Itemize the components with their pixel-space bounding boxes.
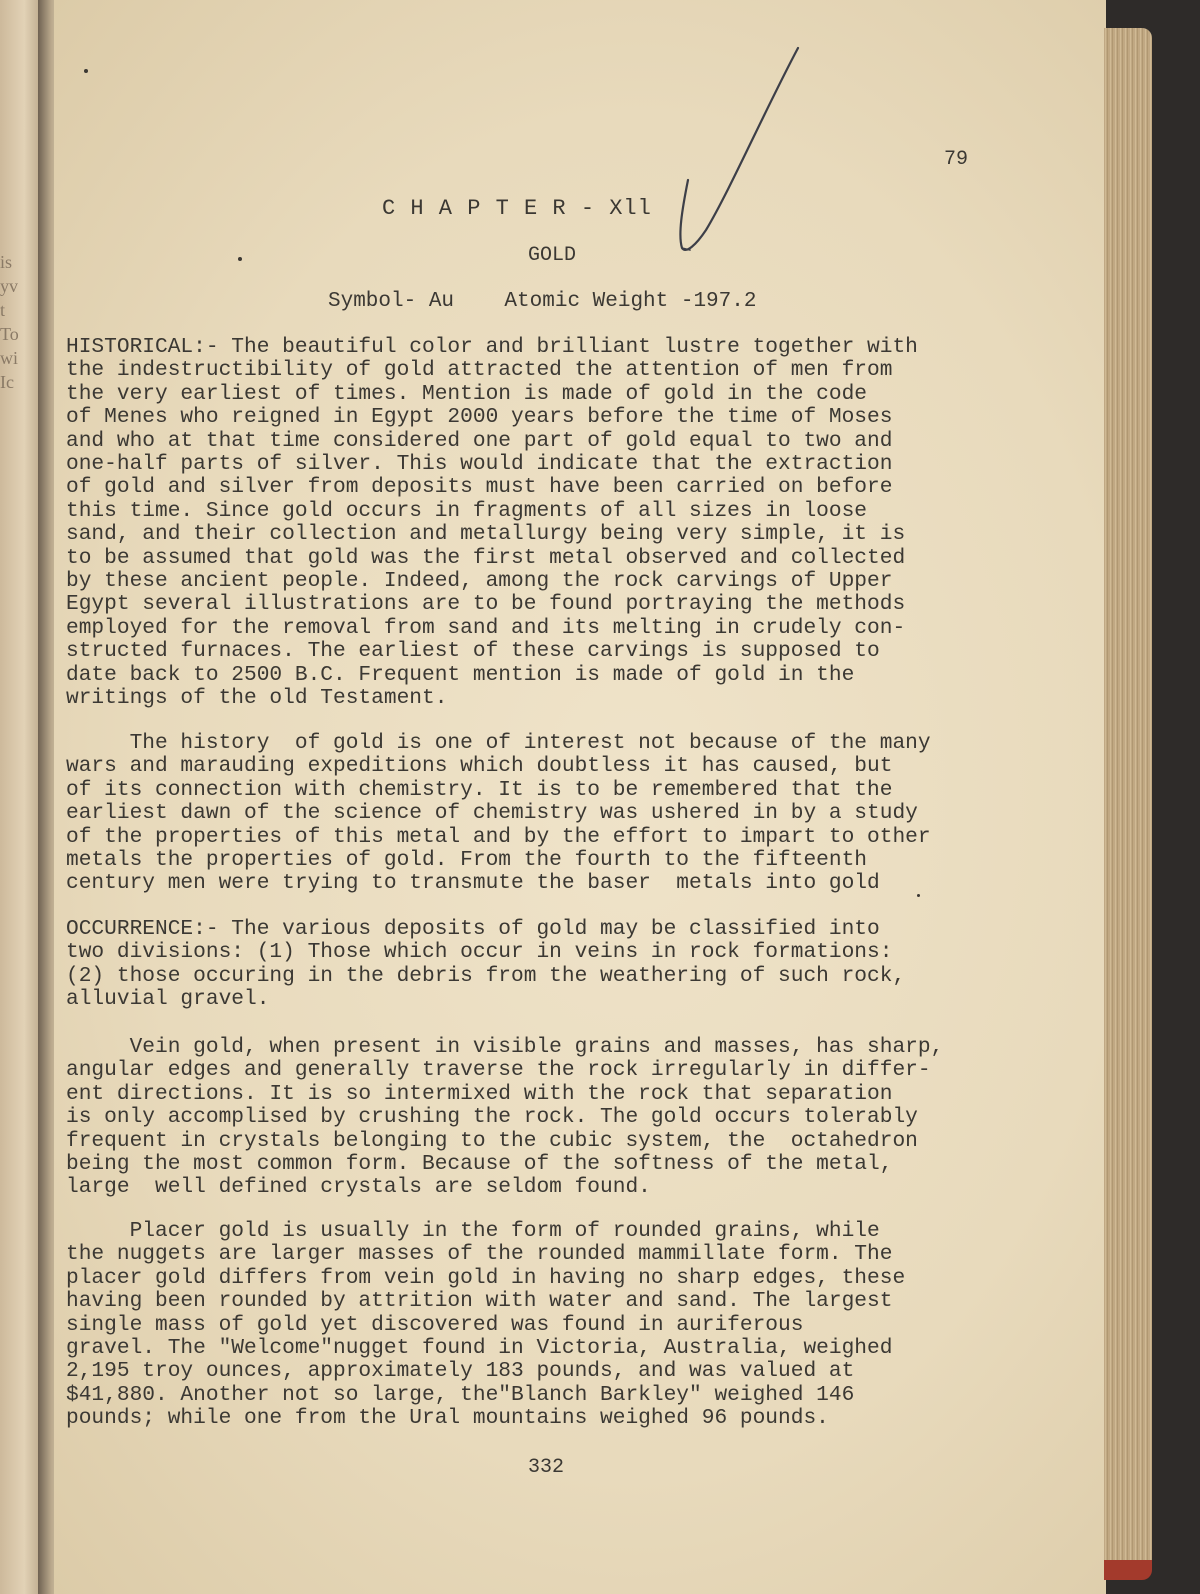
page-title: GOLD: [528, 244, 577, 267]
paragraph-vein-gold: Vein gold, when present in visible grains and masses, has sharp, angular edges and generally traverse the rock irregularly in differ- ent directions. It is so intermixed with the rock that separation is only accomplised by crushing the rock. The gold occurs tolerably frequent in crystals belonging to the cubic system, the octahedron being the most common form. Because of the softness of the metal, large well defined crystals are seldom found.: [66, 1035, 944, 1200]
ink-mark: [84, 69, 88, 73]
facing-page-text-fragment: is yv t To wi Ic: [0, 252, 19, 392]
chapter-heading: C H A P T E R - Xll: [382, 196, 652, 221]
symbol-weight-line: Symbol- Au Atomic Weight -197.2: [328, 290, 757, 313]
page-stack-edge: [1104, 28, 1152, 1573]
page-number-top: 79: [944, 148, 969, 171]
paragraph-history: The history of gold is one of interest not because of the many wars and marauding expeditions which doubtless it has caused, but of its connection with chemistry. It is to be remembered that the earliest dawn of the science of chemistry was ushered in by a study of the properties of this metal and by the effort to impart to other metals the properties of gold. From the fourth to the fifteenth century men were trying to transmute the baser metals into gold: [66, 731, 931, 896]
handwritten-checkmark-icon: [660, 40, 800, 260]
paragraph-historical: HISTORICAL:- The beautiful color and brilliant lustre together with the indestructibility of gold attracted the attention of men from the very earliest of times. Mention is made of gold in the code of Menes who reigned in Egypt 2000 years before the time of Moses and who at that time considered one part of gold equal to two and one-half parts of silver. This would indicate that the extraction of gold and silver from deposits must have been carried on before this time. Since gold occurs in fragments of all sizes in loose sand, and their collection and metallurgy being very simple, it is to be assumed that gold was the first metal observed and collected by these ancient people. Indeed, among the rock carvings of Upper Egypt several illustrations are to be found portraying the methods employed for the removal from sand and its melting in crudely con- structed furnaces. The earliest of these carvings is supposed to date back to 2500 B.C. Frequent mention is made of gold in the writings of the old Testament.: [66, 335, 918, 711]
paragraph-placer-gold: Placer gold is usually in the form of rounded grains, while the nuggets are larger masses of the rounded mammillate form. The placer gold differs from vein gold in having no sharp edges, these having been rounded by attrition with water and sand. The largest single mass of gold yet discovered was found in auriferous gravel. The "Welcome"nugget found in Victoria, Australia, weighed 2,195 troy ounces, approximately 183 pounds, and was valued at $41,880. Another not so large, the"Blanch Barkley" weighed 146 pounds; while one from the Ural mountains weighed 96 pounds.: [66, 1219, 906, 1431]
ink-mark: [238, 257, 242, 261]
book-cover-edge: [1104, 1560, 1152, 1580]
page-number-bottom: 332: [528, 1456, 565, 1479]
paragraph-occurrence: OCCURRENCE:- The various deposits of gold may be classified into two divisions: (1) Those which occur in veins in rock formations: (2) those occuring in the debris from the weathering of such rock, alluvial gravel.: [66, 917, 906, 1012]
